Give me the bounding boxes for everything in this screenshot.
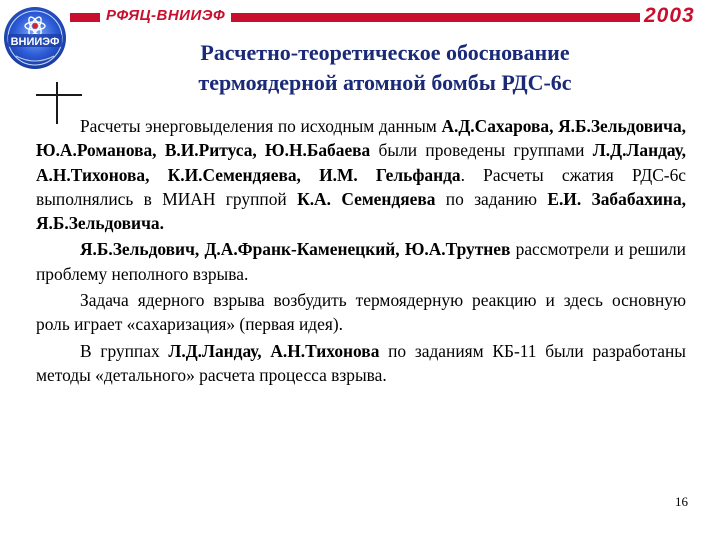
year-label: 2003	[640, 4, 699, 28]
slide-body	[36, 114, 686, 389]
text-run: А.Д.Сахарова, Я.Б.Зельдовича, Ю.А.Романова, В.И.Ритуса, Ю.Н.Бабаева	[36, 116, 686, 161]
cross-marker-horizontal	[36, 94, 82, 96]
paragraph-3	[36, 288, 686, 337]
text-run: были проведены группами	[370, 140, 593, 161]
org-name: РФЯЦ-ВНИИЭФ	[100, 6, 231, 26]
vniief-emblem-icon	[2, 4, 68, 76]
text-run: Расчеты энерговыделения по исходным данным	[80, 116, 442, 136]
title-line-1: Расчетно-теоретическое обоснование	[200, 40, 570, 65]
text-run: рассмотрели и решили проблему неполного взрыва.	[36, 239, 686, 284]
paragraph-4	[36, 339, 686, 388]
text-run: по заданиям КБ-11 были разработаны методы «детального» расчета процесса взрыва.	[36, 340, 686, 385]
logo-text: ВНИИЭФ	[10, 36, 60, 48]
paragraph-2	[36, 237, 686, 286]
text-run: К.А. Семендяева	[297, 188, 436, 209]
page-number: 16	[675, 494, 688, 509]
text-run: Е.И. Забабахина, Я.Б.Зельдовича.	[36, 188, 686, 234]
text-run: . Расчеты сжатия РДС-6с выполнялись в МИАН группой	[36, 164, 687, 209]
text-run: Я.Б.Зельдович, Д.А.Франк-Каменецкий, Ю.А.Трутнев	[80, 239, 511, 260]
text-run: Л.Д.Ландау, А.Н.Тихонова, К.И.Семендяева, И.М. Гельфанда	[36, 140, 686, 185]
text-run: по заданию	[435, 188, 548, 209]
title-line-2: термоядерной атомной бомбы РДС-6с	[198, 70, 572, 95]
text-run: Л.Д.Ландау, А.Н.Тихонова	[168, 340, 380, 361]
text-run: Задача ядерного взрыва возбудить термоядерную реакцию и здесь основную роль играет «сахаризация» (первая идея).	[36, 290, 686, 335]
text-run: В группах	[80, 340, 169, 361]
slide-title	[130, 38, 640, 98]
paragraph-1	[36, 114, 686, 235]
